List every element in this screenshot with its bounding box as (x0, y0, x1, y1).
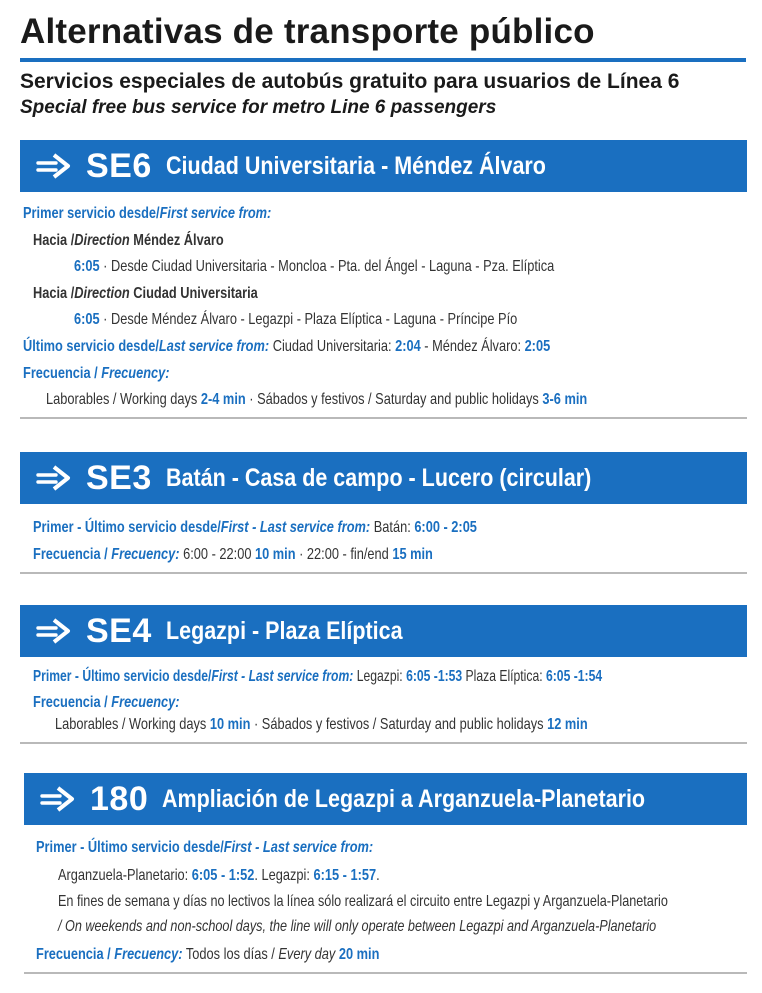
title-underline (20, 58, 746, 62)
l180-freq-val: 20 min (335, 946, 380, 963)
se4-first-label: Primer - Último servicio desde/ (33, 668, 212, 685)
se6-header-band (20, 140, 747, 192)
double-arrow-right-icon (38, 784, 80, 814)
se3-freq-b: 22:00 - fin/end (306, 546, 393, 563)
se3-code: SE3 (86, 458, 152, 497)
double-arrow-right-icon (34, 151, 76, 181)
se4-first-a-time: 6:05 -1:53 (406, 668, 463, 685)
se4-frequency-values (55, 716, 588, 734)
se6-first-label-en: First service from: (159, 205, 272, 222)
se6-direction-2 (33, 285, 258, 303)
l180-first-last-line (36, 839, 373, 857)
l180-first-label: Primer - Último servicio desde/ (36, 839, 224, 856)
se3-header-band (20, 452, 747, 504)
se3-first-a-time: 6:00 - 2:05 (414, 519, 477, 536)
se4-freq-work: Laborables / Working days (55, 716, 210, 733)
se3-route: Batán - Casa de campo - Lucero (circular) (165, 463, 592, 492)
se4-first-last-line (33, 668, 602, 686)
se4-first-b-time: 6:05 -1:54 (545, 668, 603, 685)
l180-times-line (58, 867, 380, 885)
se6-route: Ciudad Universitaria - Méndez Álvaro (165, 151, 546, 180)
subtitle-english: Special free bus service for metro Line 6 passengers (20, 97, 497, 118)
se6-frequency-label-line (23, 365, 170, 383)
se4-freq-sep: · (250, 716, 262, 733)
se3-freq-a: 6:00 - 22:00 (179, 546, 255, 563)
l180-times-a-val: 6:05 - 1:52 (191, 867, 255, 884)
se6-last-label-en: Last service from: (158, 338, 270, 355)
se6-dir1-hacia: Hacia / (33, 232, 75, 249)
l180-route: Ampliación de Legazpi a Arganzuela-Planetario (162, 784, 646, 813)
l180-times-b: . Legazpi: (254, 867, 314, 884)
se6-direction-1 (33, 232, 224, 250)
se6-last-label: Último servicio desde/ (23, 338, 159, 355)
l180-bottom-rule (24, 972, 747, 974)
se3-freq-a-val: 10 min (255, 546, 296, 563)
l180-header-band (24, 773, 747, 825)
se6-last-b-time: 2:05 (524, 338, 551, 355)
se6-dir1-stops: · Desde Ciudad Universitaria - Moncloa - Pta. del Ángel - Laguna - Pza. Elíptica (99, 258, 555, 275)
se6-dir1-destination: Méndez Álvaro (129, 232, 224, 249)
l180-freq-a-en: Every day (278, 946, 336, 963)
se3-freq-label: Frecuencia / (33, 546, 112, 563)
se6-first-label: Primer servicio desde/ (23, 205, 160, 222)
l180-freq-a: Todos los días / (182, 946, 279, 963)
se6-dir2-time: 6:05 (74, 311, 100, 328)
se6-freq-work: Laborables / Working days (46, 391, 201, 408)
se6-direction-1-stops (74, 258, 554, 276)
l180-note-english: / On weekends and non-school days, the line will only operate between Legazpi and Arganzuela-Planetario (58, 918, 657, 935)
se4-code: SE4 (86, 611, 152, 650)
se3-first-a: Batán: (370, 519, 415, 536)
se6-last-b: - Méndez Álvaro: (420, 338, 525, 355)
se6-dir2-destination: Ciudad Universitaria (129, 285, 258, 302)
se6-first-service-line (23, 205, 271, 223)
se6-bottom-rule (20, 417, 747, 419)
se3-bottom-rule (20, 572, 747, 574)
se4-first-a: Legazpi: (353, 668, 407, 685)
se4-freq-work-val: 10 min (209, 716, 251, 733)
se6-dir2-direction: Direction (74, 285, 130, 302)
se3-freq-sep: · (295, 546, 307, 563)
page-title: Alternativas de transporte público (20, 12, 595, 51)
se6-dir1-time: 6:05 (74, 258, 100, 275)
l180-first-label-en: First - Last service from: (223, 839, 374, 856)
se6-last-service-line (23, 338, 550, 356)
se6-direction-2-stops (74, 311, 517, 329)
se4-bottom-rule (20, 742, 747, 744)
se6-freq-weekend-val: 3-6 min (542, 391, 588, 408)
double-arrow-right-icon (34, 616, 76, 646)
se6-dir2-hacia: Hacia / (33, 285, 75, 302)
se4-freq-label-en: Frecuency: (111, 694, 180, 711)
se6-freq-label: Frecuencia / (23, 365, 102, 382)
se3-freq-label-en: Frecuency: (111, 546, 180, 563)
se6-freq-weekend: Sábados y festivos / Saturday and public holidays (257, 391, 543, 408)
se6-freq-work-val: 2-4 min (200, 391, 246, 408)
se6-freq-label-en: Frecuency: (101, 365, 170, 382)
se6-last-a: Ciudad Universitaria: (269, 338, 396, 355)
se4-freq-label: Frecuencia / (33, 694, 112, 711)
l180-code: 180 (90, 779, 149, 818)
se3-first-label: Primer - Último servicio desde/ (33, 519, 221, 536)
se6-last-a-time: 2:04 (395, 338, 421, 355)
se3-frequency-line (33, 546, 433, 564)
subtitle-spanish: Servicios especiales de autobús gratuito para usuarios de Línea 6 (20, 70, 680, 93)
l180-freq-label-en: Frecuency: (114, 946, 183, 963)
se3-freq-b-val: 15 min (392, 546, 433, 563)
se4-freq-weekend-val: 12 min (547, 716, 588, 733)
se4-frequency-label-line (33, 694, 180, 712)
l180-times-b-val: 6:15 - 1:57 (313, 867, 377, 884)
se6-dir1-direction: Direction (74, 232, 130, 249)
se3-first-label-en: First - Last service from: (220, 519, 371, 536)
l180-times-a: Arganzuela-Planetario: (58, 867, 192, 884)
l180-note-spanish: En fines de semana y días no lectivos la línea sólo realizará el circuito entre Legazpi y Arganzuela-Planetario (58, 893, 668, 910)
se4-route: Legazpi - Plaza Elíptica (165, 616, 403, 645)
se4-first-b: Plaza Elíptica: (462, 668, 546, 685)
l180-frequency-line (36, 946, 379, 964)
se4-freq-weekend: Sábados y festivos / Saturday and public holidays (261, 716, 548, 733)
se4-header-band (20, 605, 747, 657)
l180-times-end: . (376, 867, 380, 884)
l180-freq-label: Frecuencia / (36, 946, 115, 963)
se3-first-last-line (33, 519, 477, 537)
se4-first-label-en: First - Last service from: (211, 668, 354, 685)
double-arrow-right-icon (34, 463, 76, 493)
se6-dir2-stops: · Desde Méndez Álvaro - Legazpi - Plaza Elíptica - Laguna - Príncipe Pío (99, 311, 518, 328)
se6-frequency-values (46, 391, 587, 409)
se6-code: SE6 (86, 146, 152, 185)
se6-freq-sep: · (245, 391, 258, 408)
